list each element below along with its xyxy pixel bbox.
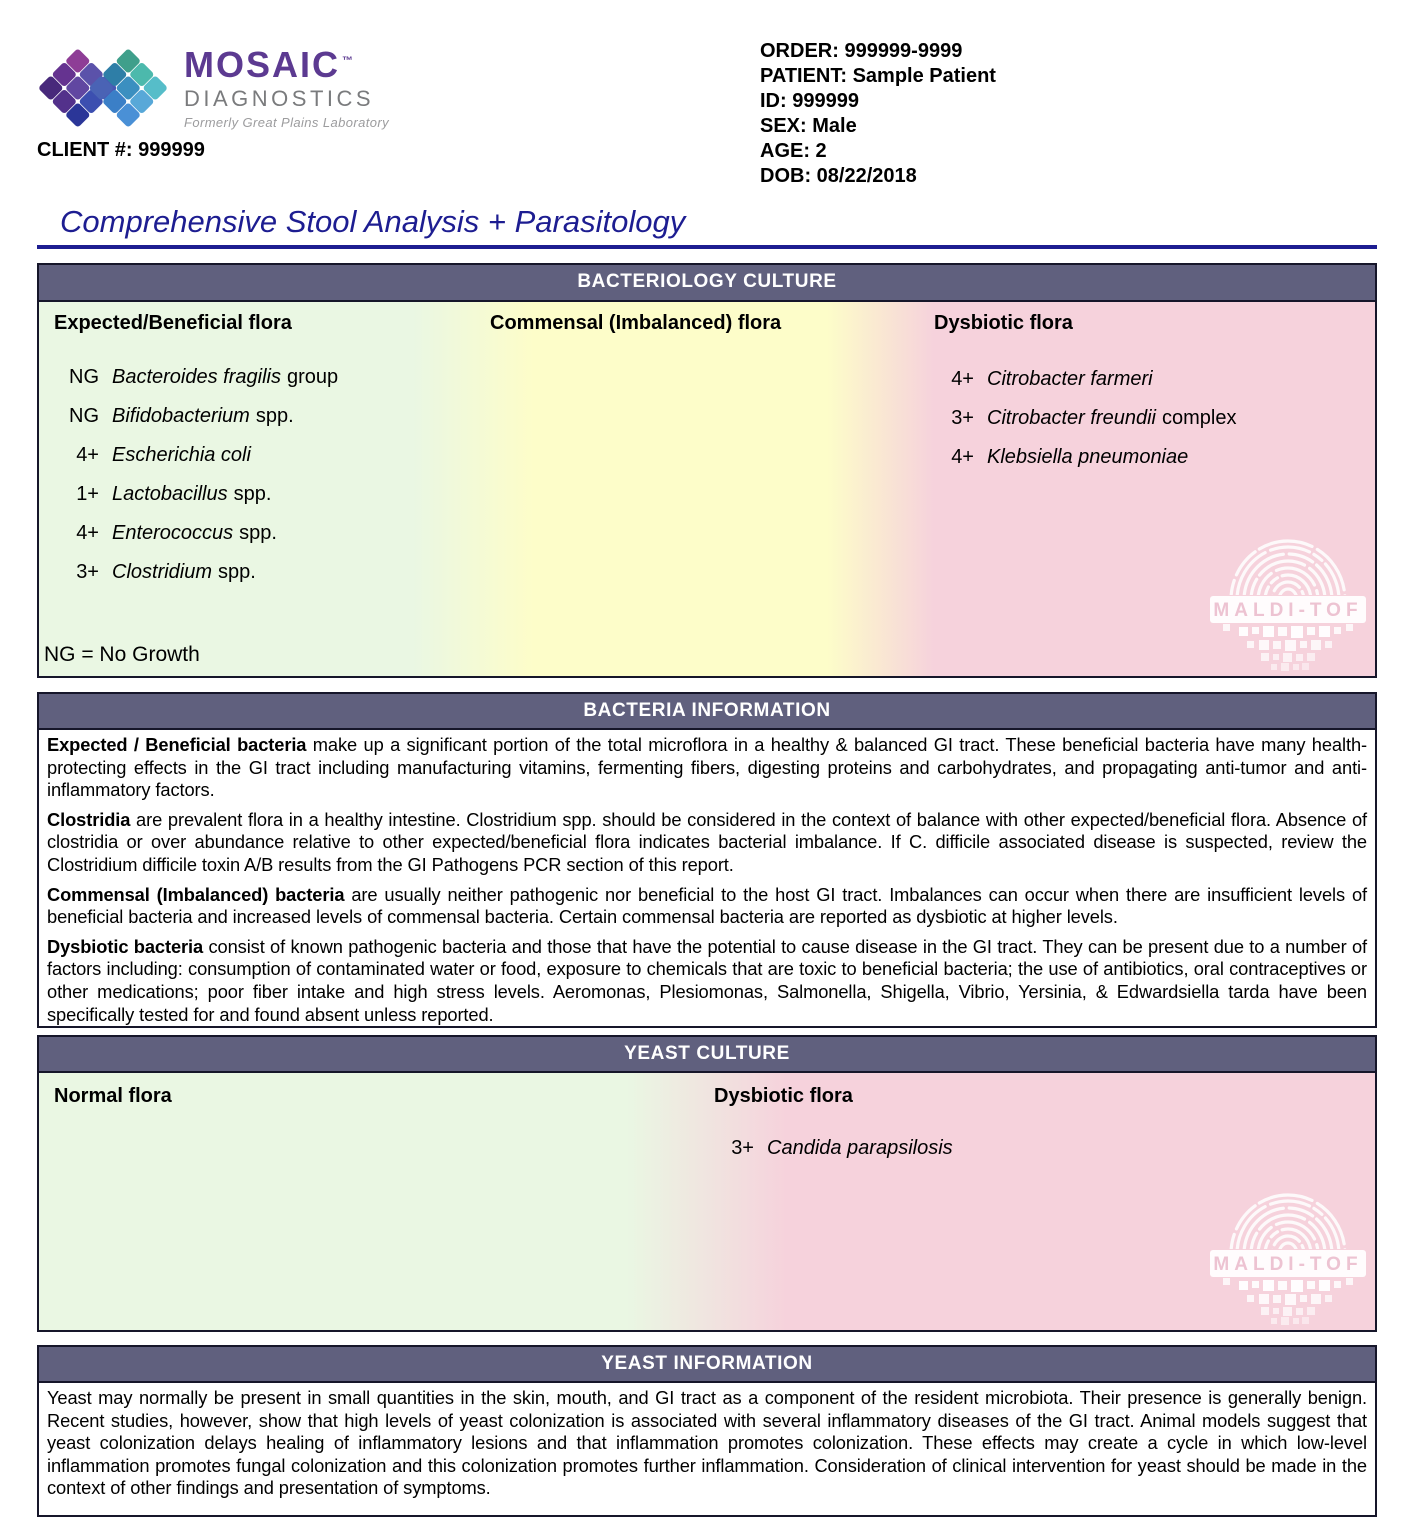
fingerprint-pixels xyxy=(1223,624,1353,671)
flora-row xyxy=(934,399,1236,438)
info-paragraph xyxy=(47,1387,1367,1500)
organism-suffix: spp. xyxy=(233,483,272,505)
trademark-symbol: ™ xyxy=(342,55,353,67)
section-header-bacteria-information: BACTERIA INFORMATION xyxy=(37,692,1377,730)
paragraph-text: make up a significant portion of the total microflora in a healthy & balanced GI tract. These beneficial bacteria have many health-protecting effects in the GI tract including manufacturing vitamins, fermenting fibers, digesting proteins and carbohydrates, and propagating anti-tumor and anti-inflammatory factors. xyxy=(47,734,1367,801)
info-paragraph xyxy=(47,884,1367,929)
organism-name: Lactobacillus xyxy=(112,483,228,505)
column-header-dysbiotic-flora: Dysbiotic flora xyxy=(934,312,1073,334)
brand-tagline: Formerly Great Plains Laboratory xyxy=(184,115,389,130)
age-line: AGE: 2 xyxy=(760,140,827,162)
organism-name: Bacteroides fragilis xyxy=(112,366,281,388)
paragraph-lead: Expected / Beneficial bacteria xyxy=(47,734,307,755)
growth-value: 1+ xyxy=(76,483,99,505)
growth-value: NG xyxy=(69,366,99,388)
growth-value: 3+ xyxy=(731,1137,754,1159)
sex-line: SEX: Male xyxy=(760,115,857,137)
patient-line: PATIENT: Sample Patient xyxy=(760,65,996,87)
flora-row xyxy=(714,1129,953,1168)
maldi-tof-watermark xyxy=(1209,1186,1367,1326)
column-header-expected-flora: Expected/Beneficial flora xyxy=(54,312,292,334)
column-header-yeast-dysbiotic-flora: Dysbiotic flora xyxy=(714,1085,853,1107)
patient-info xyxy=(760,39,996,189)
expected-flora-list xyxy=(59,358,338,592)
bacteria-info-panel xyxy=(37,730,1377,1028)
flora-row xyxy=(59,475,338,514)
organism-name: Bifidobacterium xyxy=(112,405,250,427)
organism-name: Escherichia coli xyxy=(112,444,251,466)
brand-word: MOSAIC xyxy=(184,44,340,85)
paragraph-text: are prevalent flora in a healthy intestine. Clostridium spp. should be considered in the context of balance with other expected/beneficial flora. Absence of clostridia or over abundance relative to other expected/beneficial flora indicates bacterial imbalance. If C. difficile associated disease is suspected, review the Clostridium difficile toxin A/B results from the GI Pathogens PCR section of this report. xyxy=(47,808,1367,875)
report-title: Comprehensive Stool Analysis + Parasitology xyxy=(60,204,686,239)
section-header-bacteriology-culture: BACTERIOLOGY CULTURE xyxy=(37,263,1377,302)
order-line: ORDER: 999999-9999 xyxy=(760,40,963,62)
dysbiotic-flora-list xyxy=(934,360,1236,477)
ng-legend: NG = No Growth xyxy=(44,643,200,666)
growth-value: 4+ xyxy=(951,368,974,390)
brand-subtitle: DIAGNOSTICS xyxy=(184,86,375,111)
dob-line: DOB: 08/22/2018 xyxy=(760,165,917,187)
flora-row xyxy=(934,438,1236,477)
logo-text xyxy=(184,42,389,130)
mosaic-right-cluster xyxy=(88,48,168,128)
yeast-culture-panel xyxy=(37,1073,1377,1332)
maldi-tof-watermark xyxy=(1209,532,1367,672)
yeast-dysbiotic-list xyxy=(714,1129,953,1168)
flora-row xyxy=(59,514,338,553)
growth-value: 3+ xyxy=(76,561,99,583)
flora-row xyxy=(59,553,338,592)
column-header-normal-flora: Normal flora xyxy=(54,1085,172,1107)
growth-value: 3+ xyxy=(951,407,974,429)
organism-suffix: spp. xyxy=(218,561,256,583)
organism-name: Enterococcus xyxy=(112,522,234,544)
flora-row xyxy=(934,360,1236,399)
fingerprint-pixels xyxy=(1223,1278,1353,1325)
organism-name: Clostridium xyxy=(112,561,213,583)
growth-value: NG xyxy=(69,405,99,427)
column-header-commensal-flora: Commensal (Imbalanced) flora xyxy=(490,312,782,334)
paragraph-lead: Dysbiotic bacteria xyxy=(47,935,204,957)
bacteriology-culture-panel xyxy=(37,302,1377,678)
section-header-yeast-culture: YEAST CULTURE xyxy=(37,1035,1377,1073)
flora-row xyxy=(59,358,338,397)
maldi-tof-label: MALDI-TOF xyxy=(1213,1254,1363,1275)
growth-value: 4+ xyxy=(951,446,974,468)
flora-row xyxy=(59,397,338,436)
brand-name xyxy=(184,42,389,84)
organism-suffix: spp. xyxy=(239,522,277,544)
organism-suffix: spp. xyxy=(255,405,294,427)
maldi-tof-label: MALDI-TOF xyxy=(1213,600,1363,621)
paragraph-text: consist of known pathogenic bacteria and those that have the potential to cause disease in the GI tract. They can be present due to a number of factors including: consumption of contaminated water or food, exposure to chemicals that are toxic to beneficial bacteria; the use of antibiotics, oral contraceptives or other medications; poor fiber intake and high stress levels. Aeromonas, Plesiomonas, Salmonella, Shigella, Vibrio, Yersinia, & Edwardsiella tarda have been specifically tested for and found absent unless reported. xyxy=(47,935,1367,1025)
growth-value: 4+ xyxy=(76,522,99,544)
paragraph-text: Yeast may normally be present in small quantities in the skin, mouth, and GI tract as a component of the resident microbiota. Their presence is generally benign. Recent studies, however, show that high levels of yeast colonization is associated with several inflammatory diseases of the GI tract. Animal models suggest that yeast colonization delays healing of inflammatory lesions and that inflammation promotes colonization. These effects may create a cycle in which low-level inflammation promotes fungal colonization and this colonization promotes further inflammation. Consideration of clinical intervention for yeast should be made in the context of other findings and presentation of symptoms. xyxy=(47,1387,1367,1499)
organism-name: Citrobacter farmeri xyxy=(987,368,1153,390)
flora-row xyxy=(59,436,338,475)
organism-name: Citrobacter freundii xyxy=(987,407,1156,429)
mosaic-logo-icon xyxy=(36,40,170,136)
paragraph-text: are usually neither pathogenic nor beneficial to the host GI tract. Imbalances can occur when there are insufficient levels of beneficial bacteria and increased levels of commensal bacteria. Certain commensal bacteria are reported as dysbiotic at higher levels. xyxy=(47,883,1367,928)
info-paragraph xyxy=(47,809,1367,877)
info-paragraph xyxy=(47,936,1367,1026)
section-header-yeast-information: YEAST INFORMATION xyxy=(37,1345,1377,1383)
organism-suffix: complex xyxy=(1161,407,1237,429)
yeast-info-panel xyxy=(37,1383,1377,1517)
paragraph-lead: Commensal (Imbalanced) bacteria xyxy=(47,883,345,905)
organism-name: Klebsiella pneumoniae xyxy=(987,446,1189,468)
id-line: ID: 999999 xyxy=(760,90,859,112)
organism-suffix: group xyxy=(286,366,339,388)
organism-name: Candida parapsilosis xyxy=(767,1137,953,1159)
title-underline xyxy=(37,245,1377,249)
client-number: CLIENT #: 999999 xyxy=(37,139,205,161)
growth-value: 4+ xyxy=(76,444,99,466)
info-paragraph xyxy=(47,734,1367,802)
paragraph-lead: Clostridia xyxy=(47,808,131,830)
